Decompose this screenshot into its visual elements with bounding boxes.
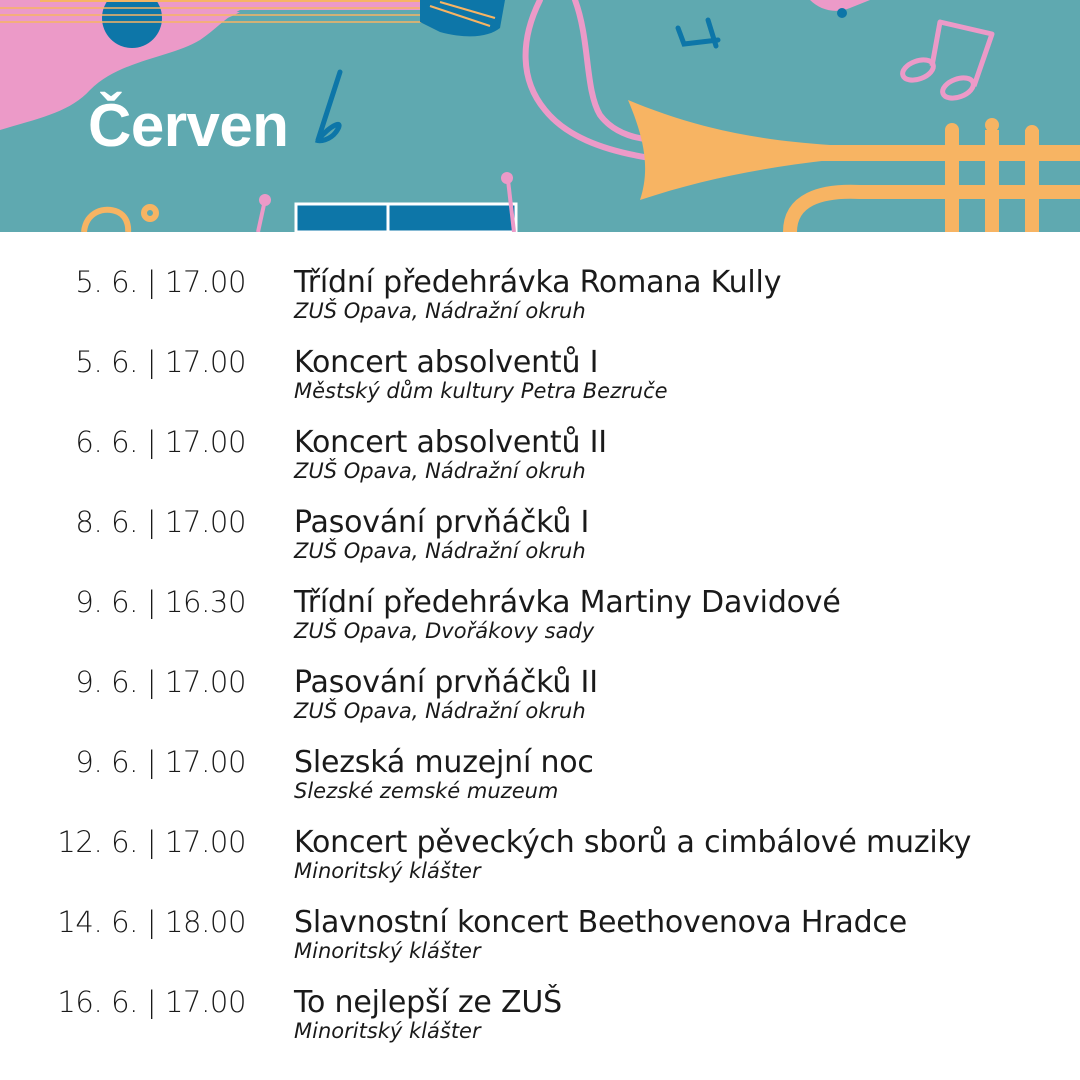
event-venue: Slezské zemské muzeum [294,779,559,803]
header-banner [0,0,1080,232]
event-title: To nejlepší ze ZUŠ [294,985,562,1020]
event-item [0,343,1080,423]
event-date: 12. 6. | 17.00 [57,825,246,859]
event-venue: Městský dům kultury Petra Bezruče [294,379,668,403]
event-list [0,263,1080,1063]
event-title: Koncert absolventů II [294,425,607,460]
event-venue: ZUŠ Opava, Dvořákovy sady [294,619,595,643]
event-item [0,503,1080,583]
event-venue: ZUŠ Opava, Nádražní okruh [294,699,586,723]
event-title: Pasování prvňáčků I [294,505,590,540]
event-item [0,903,1080,983]
event-title: Koncert absolventů I [294,345,599,380]
event-item [0,743,1080,823]
music-note-icon [900,22,992,102]
cable-illustration [526,0,660,158]
event-item [0,583,1080,663]
event-date: 9. 6. | 17.00 [75,665,246,699]
event-date: 9. 6. | 16.30 [75,585,246,619]
event-title: Pasování prvňáčků II [294,665,598,700]
event-item [0,983,1080,1063]
ornament-icon [810,0,870,18]
natural-sign-icon [678,20,718,46]
flat-sign-icon [316,72,340,141]
event-date: 14. 6. | 18.00 [57,905,246,939]
clef-ornament-icon [84,207,156,232]
event-venue: ZUŠ Opava, Nádražní okruh [294,299,586,323]
event-title: Třídní předehrávka Martiny Davidové [294,585,841,620]
event-date: 5. 6. | 17.00 [75,345,246,379]
event-date: 6. 6. | 17.00 [75,425,246,459]
event-date: 5. 6. | 17.00 [75,265,246,299]
event-date: 16. 6. | 17.00 [57,985,246,1019]
event-title: Slavnostní koncert Beethovenova Hradce [294,905,907,940]
event-date: 9. 6. | 17.00 [75,745,246,779]
event-venue: ZUŠ Opava, Nádražní okruh [294,539,586,563]
event-date: 8. 6. | 17.00 [75,505,246,539]
drum-illustration [258,172,516,232]
trumpet-illustration [628,100,1080,232]
event-venue: Minoritský klášter [294,859,481,883]
event-title: Slezská muzejní noc [294,745,594,780]
month-title: Červen [88,92,289,159]
event-title: Třídní předehrávka Romana Kully [294,265,782,300]
event-item [0,823,1080,903]
event-venue: ZUŠ Opava, Nádražní okruh [294,459,586,483]
event-venue: Minoritský klášter [294,1019,481,1043]
event-venue: Minoritský klášter [294,939,481,963]
event-title: Koncert pěveckých sborů a cimbálové muziky [294,825,972,860]
event-item [0,663,1080,743]
event-item [0,423,1080,503]
event-item [0,263,1080,343]
